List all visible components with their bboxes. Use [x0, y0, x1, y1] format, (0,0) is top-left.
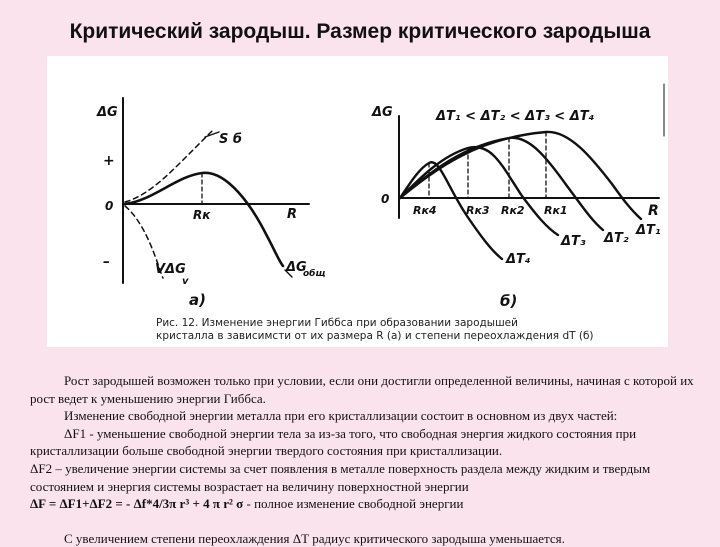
left-surface-curve [125, 131, 212, 202]
dt-relation-label: ΔT₁ < ΔT₂ < ΔT₃ < ΔT₄ [436, 109, 595, 124]
right-curve-dt3 [400, 147, 558, 235]
figure-drawing [47, 56, 668, 347]
dt4-label: ΔT₄ [506, 252, 531, 267]
total-curve-label: ΔG [286, 260, 307, 275]
left-zero: 0 [105, 199, 114, 213]
formula-note: - полное изменение свободной энергии [243, 496, 464, 512]
caption-line-2: кристалла в зависимсти от их размера R (а) и степени переохлаждения dT (б) [156, 330, 594, 342]
left-plus-sign: + [103, 153, 115, 169]
surface-term-label: S б [219, 132, 242, 147]
right-y-axis-label: ΔG [372, 105, 393, 120]
gibbs-formula: ΔF = ΔF1+ΔF2 = - Δf*4/3π r³ + 4 π r² σ [30, 496, 244, 512]
paragraph-2: Изменение свободной энергии металла при его кристаллизации состоит в основном из двух частей: [64, 408, 618, 424]
rk3-label: Rк3 [466, 204, 490, 217]
right-panel-label: б) [500, 292, 518, 310]
paragraph-4: ΔF2 – увеличение энергии системы за счет появления в металле поверхность раздела между жидким и твердым состоянием и энергия системы возрастает на величину поверхностной энергии [30, 460, 651, 494]
caption-line-1: Рис. 12. Изменение энергии Гиббса при образовании зародышей [156, 317, 518, 329]
body-text [30, 372, 695, 547]
formula-line [30, 495, 695, 513]
dt1-label: ΔT₁ [636, 223, 661, 238]
slide-title: Критический зародыш. Размер критического зародыша [69, 20, 651, 43]
gibbs-energy-figure [47, 56, 668, 347]
rk2-label: Rк2 [501, 204, 525, 217]
left-r-label: R [287, 207, 298, 222]
left-panel-label: а) [189, 291, 206, 309]
right-zero: 0 [381, 192, 390, 206]
total-curve-sub: общ [303, 269, 326, 279]
right-r-label: R [648, 203, 659, 219]
volume-term-label: VΔG [155, 262, 186, 277]
left-y-axis-label: ΔG [97, 105, 118, 120]
paragraph-5: С увеличением степени переохлаждения ΔТ радиус критического зародыша уменьшается. [64, 530, 565, 546]
left-rk-label: Rк [193, 208, 211, 222]
volume-term-sub: v [182, 276, 189, 287]
rk1-label: Rк1 [544, 204, 568, 217]
rk4-label: Rк4 [413, 204, 437, 217]
paragraph-1: Рост зародышей возможен только при условии, если они достигли определенной величины, начиная с которой их рост ведет к уменьшению энергии Гиббса. [30, 373, 694, 406]
left-minus-sign: – [103, 254, 110, 270]
dt2-label: ΔT₂ [604, 231, 629, 246]
paragraph-3: ΔF1 - уменьшение свободной энергии тела за из-за того, что свободная энергия жидкого состояния при кристаллизации больше свободной энергии твердого состояния при кристаллизации. [30, 425, 637, 459]
figure-caption [156, 317, 616, 343]
dt3-label: ΔT₃ [561, 234, 586, 249]
